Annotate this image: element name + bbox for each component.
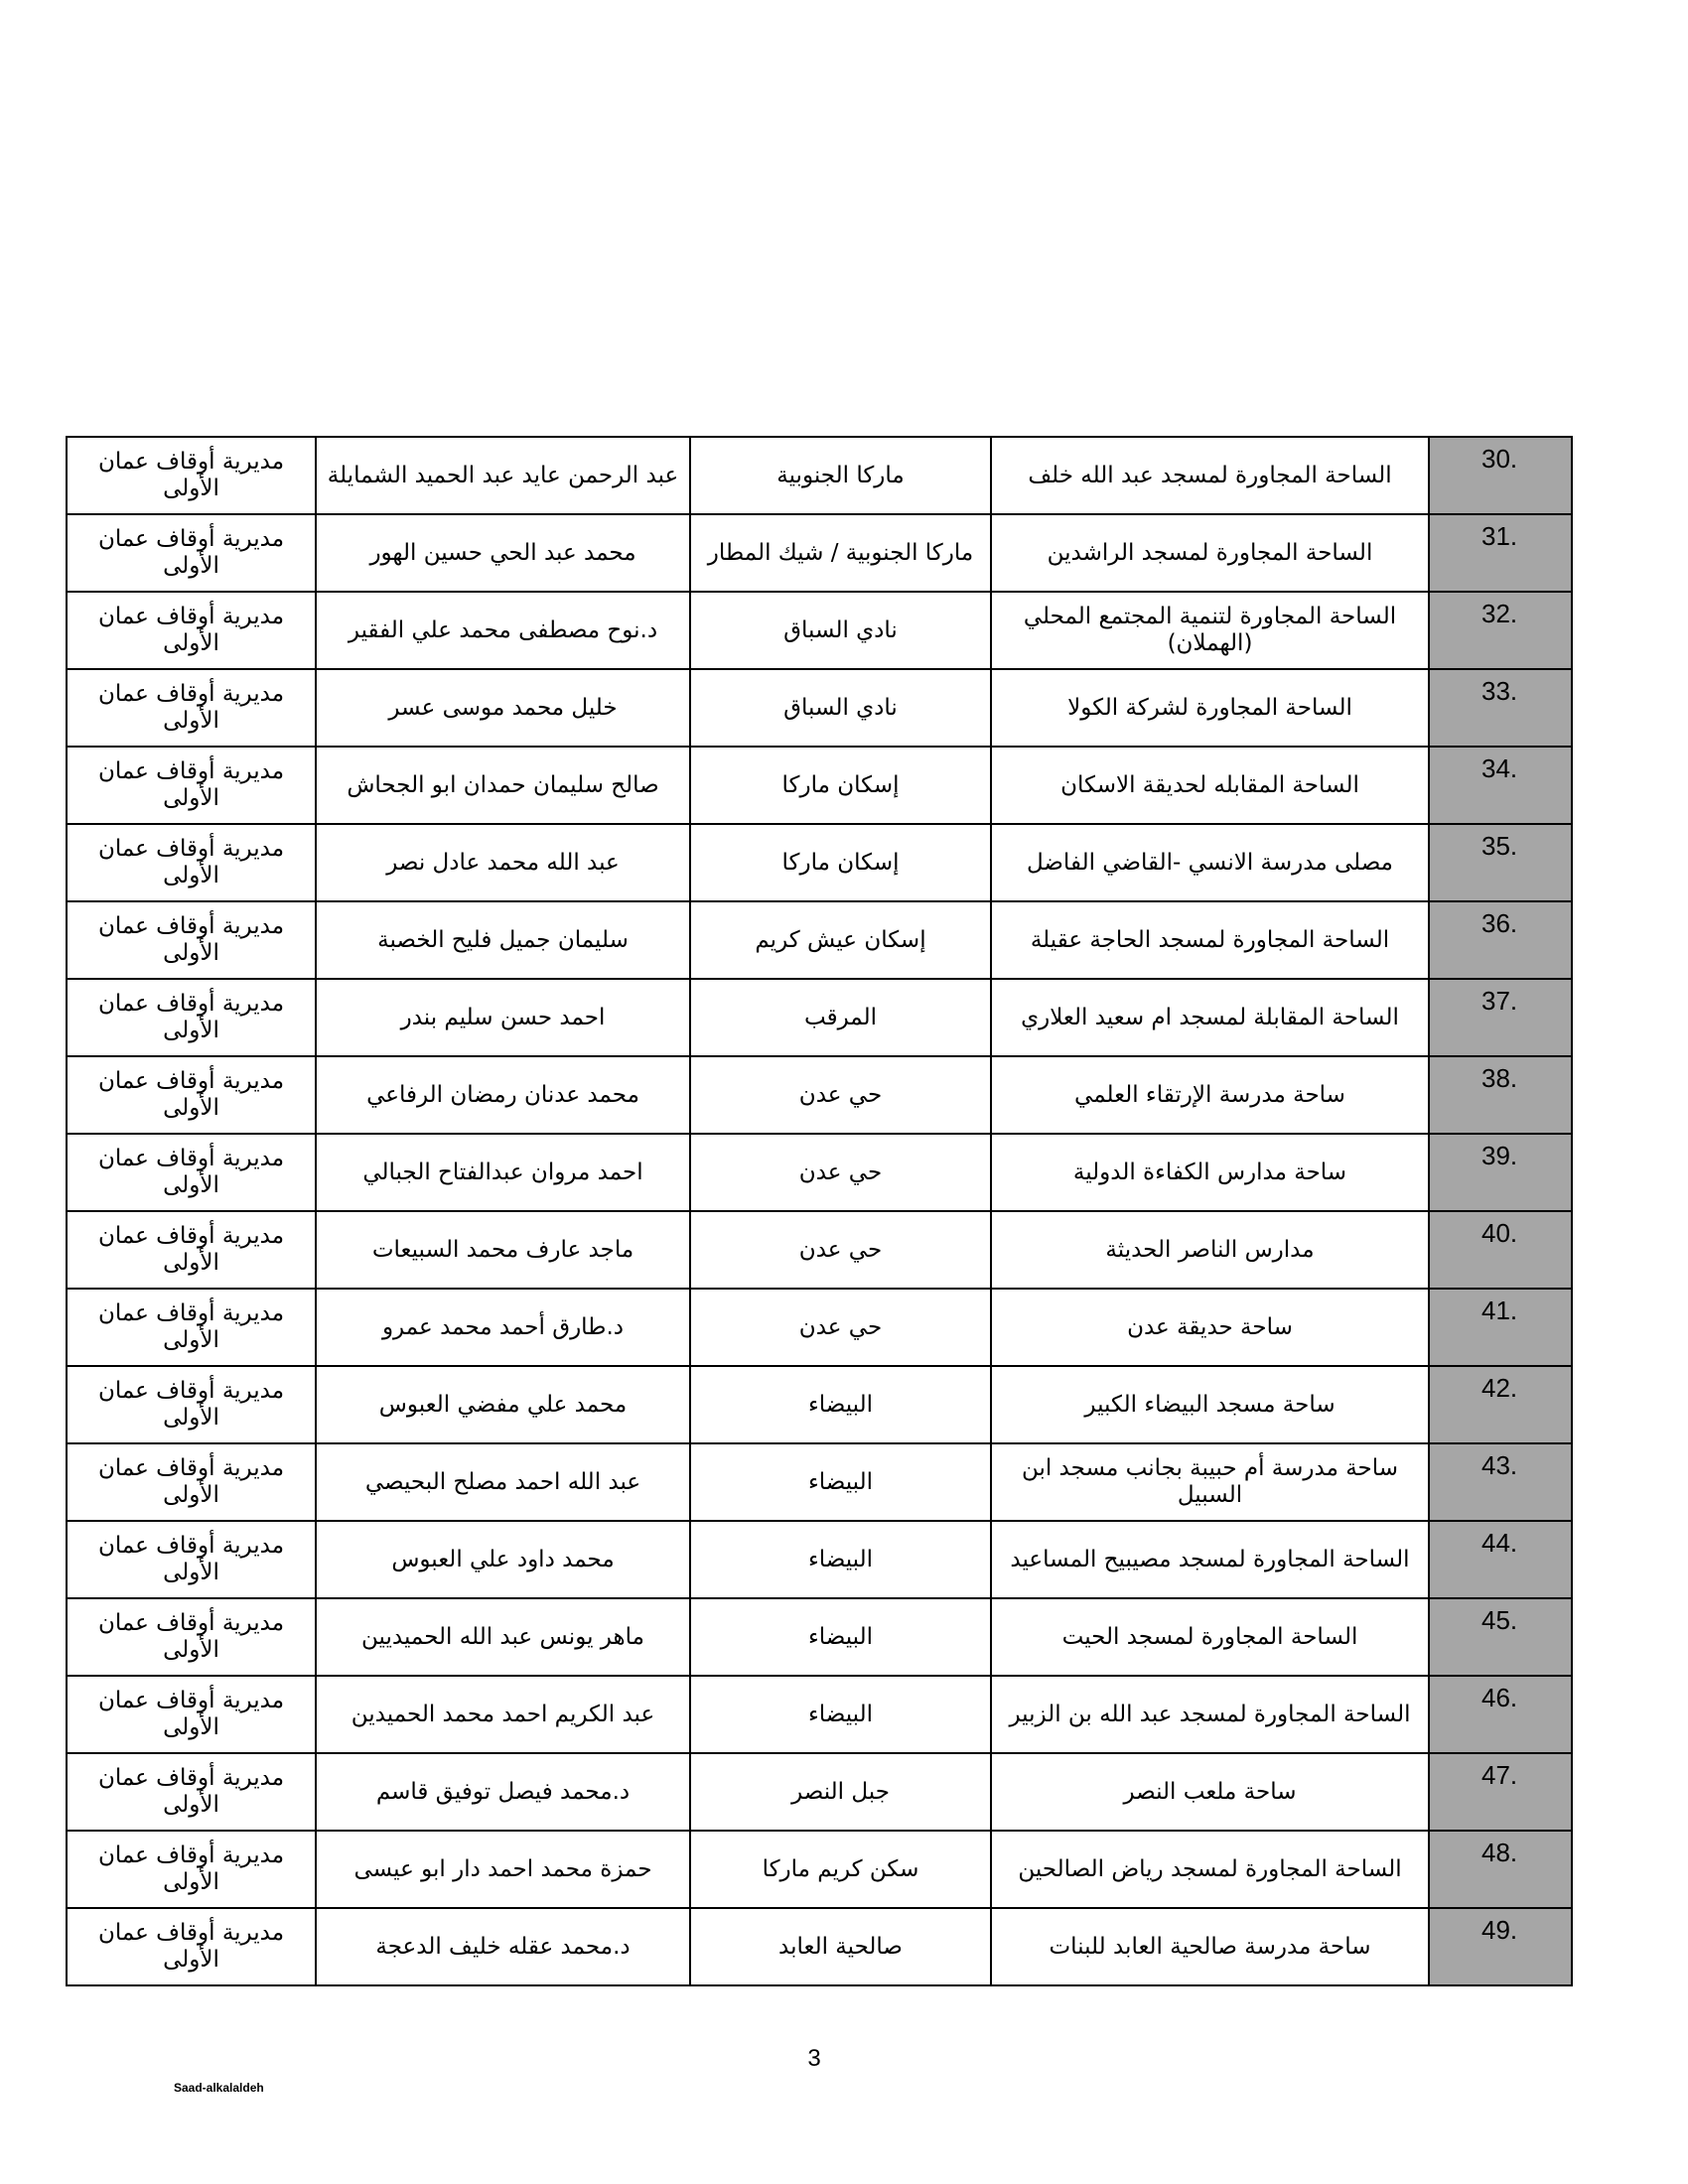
prayer-site-cell: الساحة المجاورة لمسجد الحيت [991, 1598, 1429, 1676]
table-row [67, 1289, 1572, 1366]
imam-name-cell: عبد الكريم احمد محمد الحميدين [316, 1676, 690, 1753]
prayer-site-cell: ساحة مدرسة صالحية العابد للبنات [991, 1908, 1429, 1985]
imam-name-cell: محمد عبد الحي حسين الهور [316, 514, 690, 592]
imam-name-cell: د.طارق أحمد محمد عمرو [316, 1289, 690, 1366]
imam-name-cell: د.نوح مصطفى محمد علي الفقير [316, 592, 690, 669]
directorate-cell: مديرية أوقاف عمان الأولى [67, 1598, 316, 1676]
table-row [67, 1676, 1572, 1753]
row-number-cell: 47. [1429, 1753, 1572, 1831]
area-cell: حي عدن [690, 1134, 991, 1211]
directorate-cell: مديرية أوقاف عمان الأولى [67, 592, 316, 669]
imam-name-cell: سليمان جميل فليح الخصبة [316, 901, 690, 979]
prayer-site-cell: ساحة حديقة عدن [991, 1289, 1429, 1366]
area-cell: حي عدن [690, 1211, 991, 1289]
table-row [67, 901, 1572, 979]
table-row [67, 1211, 1572, 1289]
table-row [67, 824, 1572, 901]
row-number-cell: 44. [1429, 1521, 1572, 1598]
imam-name-cell: ماجد عارف محمد السبيعات [316, 1211, 690, 1289]
table-row [67, 437, 1572, 514]
area-cell: البيضاء [690, 1676, 991, 1753]
directorate-cell: مديرية أوقاف عمان الأولى [67, 747, 316, 824]
row-number-cell: 46. [1429, 1676, 1572, 1753]
area-cell: حي عدن [690, 1289, 991, 1366]
imam-name-cell: د.محمد فيصل توفيق قاسم [316, 1753, 690, 1831]
area-cell: البيضاء [690, 1521, 991, 1598]
imam-name-cell: خليل محمد موسى عسر [316, 669, 690, 747]
prayer-site-cell: الساحة المجاورة لمسجد مصيبيح المساعيد [991, 1521, 1429, 1598]
directorate-cell: مديرية أوقاف عمان الأولى [67, 1753, 316, 1831]
area-cell: صالحية العابد [690, 1908, 991, 1985]
area-cell: إسكان ماركا [690, 824, 991, 901]
table-row [67, 1366, 1572, 1443]
area-cell: البيضاء [690, 1443, 991, 1521]
row-number-cell: 39. [1429, 1134, 1572, 1211]
imam-name-cell: د.محمد عقله خليف الدعجة [316, 1908, 690, 1985]
row-number-cell: 49. [1429, 1908, 1572, 1985]
row-number-cell: 38. [1429, 1056, 1572, 1134]
area-cell: إسكان عيش كريم [690, 901, 991, 979]
directorate-cell: مديرية أوقاف عمان الأولى [67, 1289, 316, 1366]
imam-name-cell: محمد علي مفضي العبوس [316, 1366, 690, 1443]
table-row [67, 1056, 1572, 1134]
prayer-site-cell: ساحة مدرسة الإرتقاء العلمي [991, 1056, 1429, 1134]
row-number-cell: 42. [1429, 1366, 1572, 1443]
row-number-cell: 34. [1429, 747, 1572, 824]
prayer-site-cell: مصلى مدرسة الانسي -القاضي الفاضل [991, 824, 1429, 901]
table-row [67, 1521, 1572, 1598]
directorate-cell: مديرية أوقاف عمان الأولى [67, 1211, 316, 1289]
row-number-cell: 32. [1429, 592, 1572, 669]
table-body [67, 437, 1572, 1985]
table-row [67, 592, 1572, 669]
directorate-cell: مديرية أوقاف عمان الأولى [67, 1056, 316, 1134]
area-cell: ماركا الجنوبية [690, 437, 991, 514]
table-row [67, 979, 1572, 1056]
table-row [67, 669, 1572, 747]
directorate-cell: مديرية أوقاف عمان الأولى [67, 901, 316, 979]
imam-name-cell: احمد حسن سليم بندر [316, 979, 690, 1056]
row-number-cell: 40. [1429, 1211, 1572, 1289]
directorate-cell: مديرية أوقاف عمان الأولى [67, 824, 316, 901]
area-cell: سكن كريم ماركا [690, 1831, 991, 1908]
row-number-cell: 36. [1429, 901, 1572, 979]
directorate-cell: مديرية أوقاف عمان الأولى [67, 669, 316, 747]
directorate-cell: مديرية أوقاف عمان الأولى [67, 514, 316, 592]
prayer-site-cell: الساحة المجاورة لمسجد الحاجة عقيلة [991, 901, 1429, 979]
row-number-cell: 30. [1429, 437, 1572, 514]
imam-name-cell: محمد داود علي العبوس [316, 1521, 690, 1598]
prayer-site-cell: ساحة مدارس الكفاءة الدولية [991, 1134, 1429, 1211]
prayer-site-cell: ساحة مدرسة أم حبيبة بجانب مسجد ابن السبيل [991, 1443, 1429, 1521]
imam-name-cell: احمد مروان عبدالفتاح الجبالي [316, 1134, 690, 1211]
area-cell: نادي السباق [690, 592, 991, 669]
prayer-site-cell: الساحة المجاورة لمسجد الراشدين [991, 514, 1429, 592]
table-row [67, 747, 1572, 824]
imam-name-cell: عبد الله احمد مصلح البحيصي [316, 1443, 690, 1521]
prayer-site-cell: ساحة مسجد البيضاء الكبير [991, 1366, 1429, 1443]
row-number-cell: 31. [1429, 514, 1572, 592]
prayer-site-cell: الساحة المجاورة لمسجد عبد الله خلف [991, 437, 1429, 514]
area-cell: حي عدن [690, 1056, 991, 1134]
row-number-cell: 35. [1429, 824, 1572, 901]
table-row [67, 1831, 1572, 1908]
imam-name-cell: صالح سليمان حمدان ابو الجحاش [316, 747, 690, 824]
prayer-site-cell: ساحة ملعب النصر [991, 1753, 1429, 1831]
prayer-sites-table [66, 436, 1573, 1986]
footer-author: Saad-alkalaldeh [174, 2081, 264, 2095]
directorate-cell: مديرية أوقاف عمان الأولى [67, 1831, 316, 1908]
prayer-site-cell: الساحة المجاورة لمسجد عبد الله بن الزبير [991, 1676, 1429, 1753]
row-number-cell: 45. [1429, 1598, 1572, 1676]
row-number-cell: 43. [1429, 1443, 1572, 1521]
directorate-cell: مديرية أوقاف عمان الأولى [67, 1443, 316, 1521]
directorate-cell: مديرية أوقاف عمان الأولى [67, 1134, 316, 1211]
area-cell: البيضاء [690, 1598, 991, 1676]
directorate-cell: مديرية أوقاف عمان الأولى [67, 1366, 316, 1443]
prayer-site-cell: الساحة المقابله لحديقة الاسكان [991, 747, 1429, 824]
directorate-cell: مديرية أوقاف عمان الأولى [67, 1521, 316, 1598]
table-row [67, 1908, 1572, 1985]
table-row [67, 1134, 1572, 1211]
row-number-cell: 48. [1429, 1831, 1572, 1908]
table-row [67, 1598, 1572, 1676]
imam-name-cell: محمد عدنان رمضان الرفاعي [316, 1056, 690, 1134]
directorate-cell: مديرية أوقاف عمان الأولى [67, 1908, 316, 1985]
area-cell: البيضاء [690, 1366, 991, 1443]
imam-name-cell: عبد الله محمد عادل نصر [316, 824, 690, 901]
area-cell: ماركا الجنوبية / شيك المطار [690, 514, 991, 592]
prayer-site-cell: الساحة المجاورة لشركة الكولا [991, 669, 1429, 747]
prayer-site-cell: الساحة المجاورة لتنمية المجتمع المحلي (الهملان) [991, 592, 1429, 669]
table-row [67, 1443, 1572, 1521]
page-number: 3 [807, 2045, 821, 2072]
area-cell: جبل النصر [690, 1753, 991, 1831]
prayer-site-cell: الساحة المقابلة لمسجد ام سعيد العلاري [991, 979, 1429, 1056]
directorate-cell: مديرية أوقاف عمان الأولى [67, 979, 316, 1056]
area-cell: المرقب [690, 979, 991, 1056]
table-row [67, 1753, 1572, 1831]
imam-name-cell: حمزة محمد احمد دار ابو عيسى [316, 1831, 690, 1908]
directorate-cell: مديرية أوقاف عمان الأولى [67, 437, 316, 514]
area-cell: إسكان ماركا [690, 747, 991, 824]
table-row [67, 514, 1572, 592]
prayer-site-cell: مدارس الناصر الحديثة [991, 1211, 1429, 1289]
row-number-cell: 33. [1429, 669, 1572, 747]
imam-name-cell: ماهر يونس عبد الله الحميديين [316, 1598, 690, 1676]
area-cell: نادي السباق [690, 669, 991, 747]
prayer-site-cell: الساحة المجاورة لمسجد رياض الصالحين [991, 1831, 1429, 1908]
directorate-cell: مديرية أوقاف عمان الأولى [67, 1676, 316, 1753]
row-number-cell: 37. [1429, 979, 1572, 1056]
imam-name-cell: عبد الرحمن عايد عبد الحميد الشمايلة [316, 437, 690, 514]
row-number-cell: 41. [1429, 1289, 1572, 1366]
